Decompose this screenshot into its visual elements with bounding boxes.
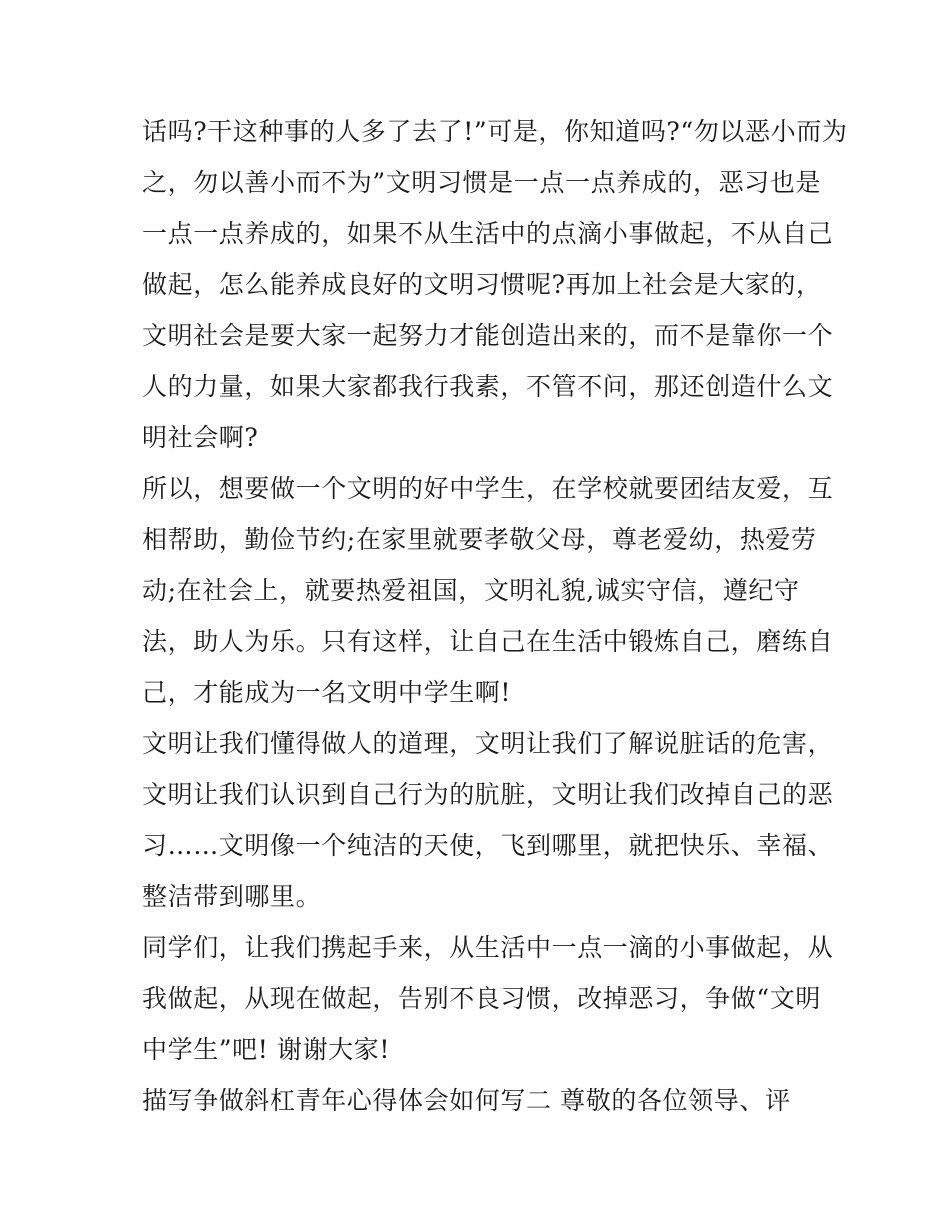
text-line: 己，才能成为一名文明中学生啊!	[142, 678, 512, 707]
text-line: 文明让我们认识到自己行为的肮脏，文明让我们改掉自己的恶	[142, 780, 834, 809]
text-line: 人的力量，如果大家都我行我素，不管不问，那还创造什么文	[142, 372, 834, 401]
text-line: 话吗?干这种事的人多了去了!”可是，你知道吗?“勿以恶小而为	[142, 117, 848, 146]
text-line: 整洁带到哪里。	[142, 882, 322, 911]
text-line: 明社会啊?	[142, 423, 259, 452]
text-line: 描写争做斜杠青年心得体会如何写二 尊敬的各位领导、评	[142, 1086, 791, 1115]
text-line: 动;在社会上，就要热爱祖国，文明礼貌,诚实守信，遵纪守	[142, 576, 800, 605]
text-line: 同学们，让我们携起手来，从生活中一点一滴的小事做起，从	[142, 933, 834, 962]
text-line: 做起，怎么能养成良好的文明习惯呢?再加上社会是大家的，	[142, 270, 822, 299]
text-line: 文明社会是要大家一起努力才能创造出来的，而不是靠你一个	[142, 321, 834, 350]
text-line: 中学生”吧! 谢谢大家!	[142, 1035, 391, 1064]
text-line: 习……文明像一个纯洁的天使，飞到哪里，就把快乐、幸福、	[142, 831, 834, 860]
body-text	[142, 106, 848, 1126]
text-line: 之，勿以善小而不为”文明习惯是一点一点养成的，恶习也是	[142, 168, 821, 197]
text-line: 一点一点养成的，如果不从生活中的点滴小事做起，不从自己	[142, 219, 834, 248]
text-line: 我做起，从现在做起，告别不良习惯，改掉恶习，争做“文明	[142, 984, 821, 1013]
text-line: 相帮助，勤俭节约;在家里就要孝敬父母，尊老爱幼，热爱劳	[142, 525, 817, 554]
text-line: 所以，想要做一个文明的好中学生，在学校就要团结友爱，互	[142, 474, 834, 503]
text-line: 法，助人为乐。只有这样，让自己在生活中锻炼自己，磨练自	[142, 627, 834, 656]
text-line: 文明让我们懂得做人的道理，文明让我们了解说脏话的危害，	[142, 729, 834, 758]
